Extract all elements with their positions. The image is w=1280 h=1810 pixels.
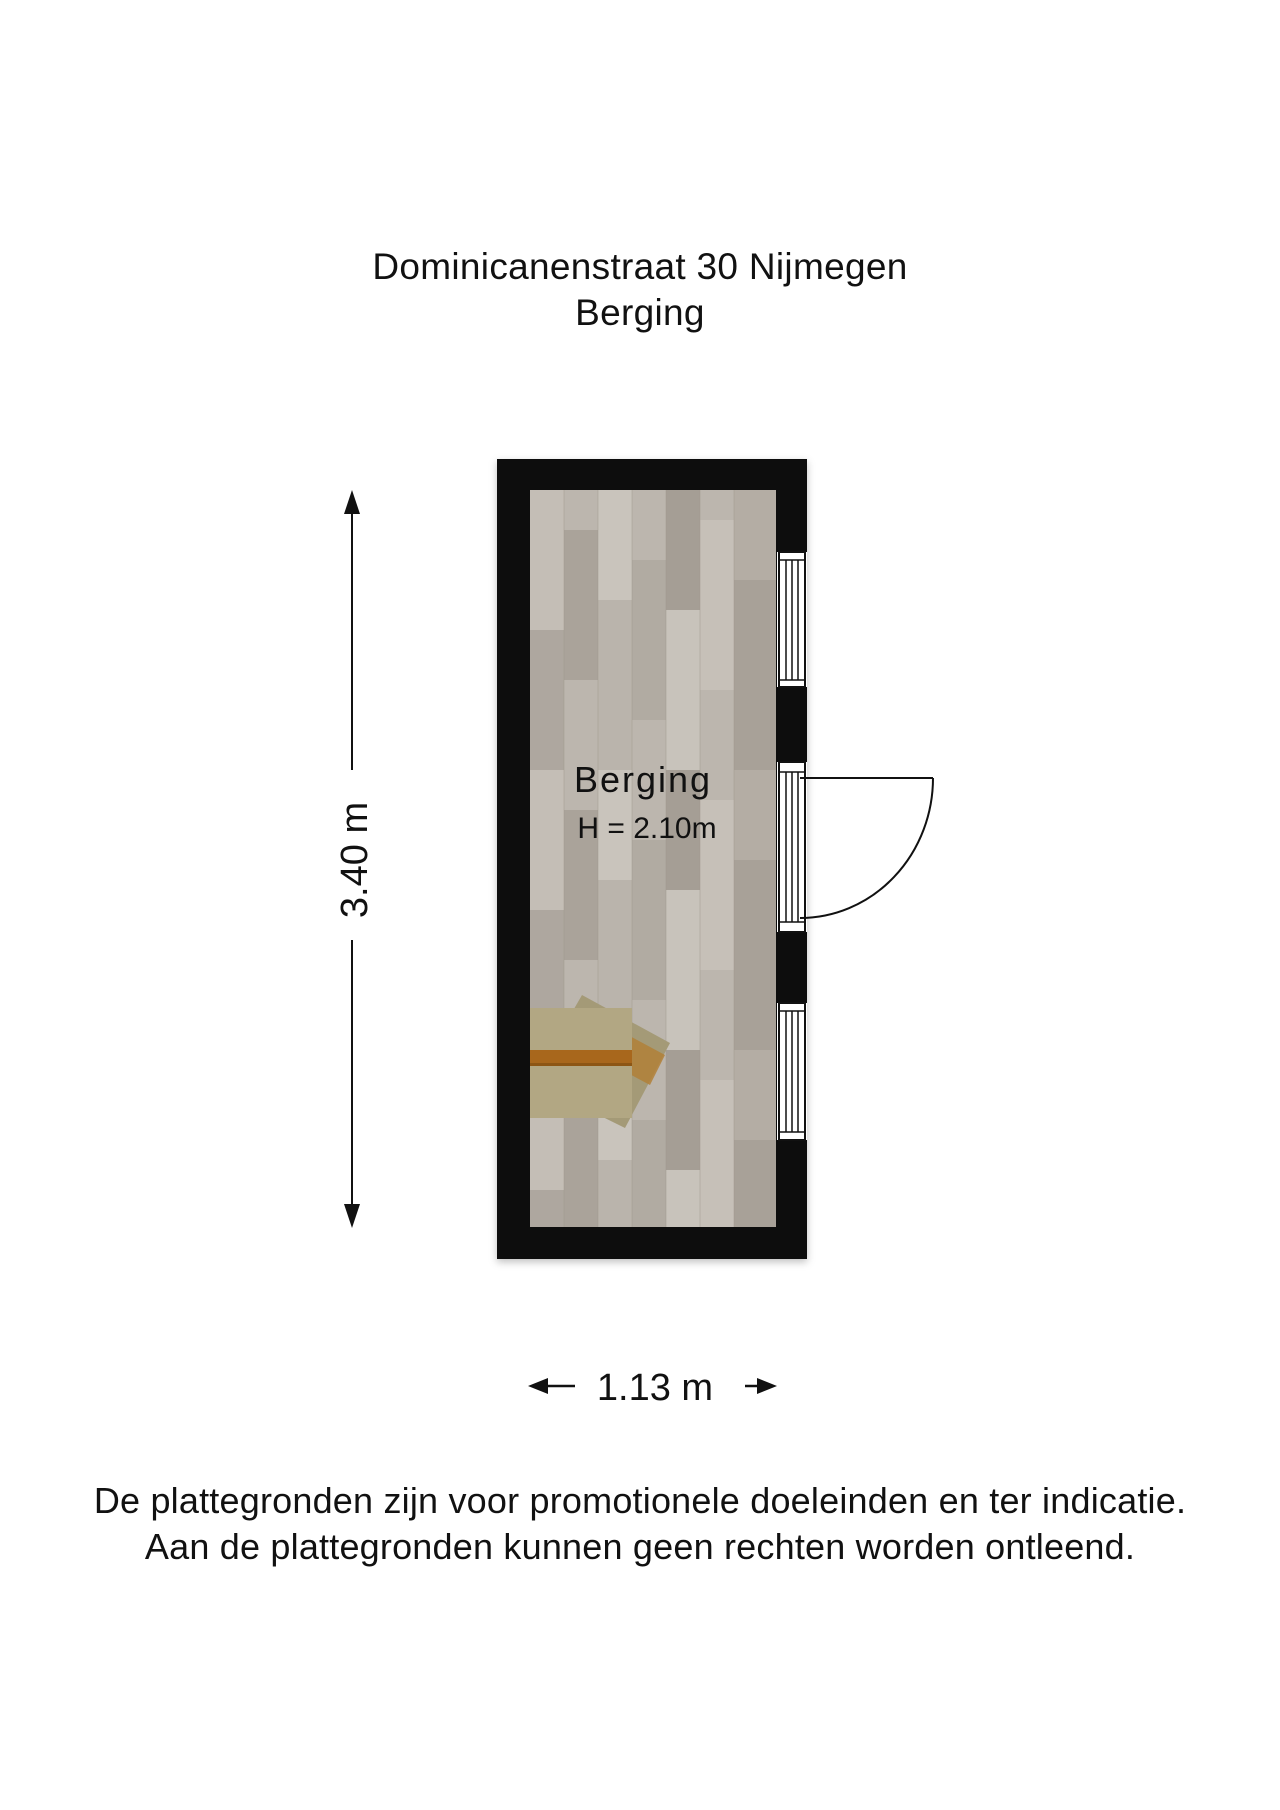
disclaimer-line-1: De plattegronden zijn voor promotionele doeleinden en ter indicatie. bbox=[93, 1480, 1187, 1521]
vertical-dimension bbox=[334, 490, 376, 1228]
arrow-left-icon bbox=[528, 1378, 548, 1394]
horizontal-dimension bbox=[528, 1367, 777, 1409]
disclaimer-line-2: Aan de plattegronden kunnen geen rechten worden ontleend. bbox=[144, 1526, 1136, 1567]
room-height-label: H = 2.10m bbox=[577, 812, 717, 845]
door-swing-arc bbox=[800, 778, 933, 918]
arrow-down-icon bbox=[344, 1204, 360, 1228]
horizontal-dimension-label: 1.13 m bbox=[596, 1367, 714, 1409]
plan-address-title: Dominicanenstraat 30 Nijmegen bbox=[372, 246, 908, 287]
arrow-right-icon bbox=[757, 1378, 777, 1394]
door bbox=[777, 762, 933, 932]
window-top bbox=[777, 552, 807, 687]
vertical-dimension-label: 3.40 m bbox=[334, 801, 376, 919]
window-bottom bbox=[777, 1003, 807, 1140]
room-name-label: Berging bbox=[573, 759, 713, 800]
plan-floor-title: Berging bbox=[575, 292, 705, 333]
arrow-up-icon bbox=[344, 490, 360, 514]
